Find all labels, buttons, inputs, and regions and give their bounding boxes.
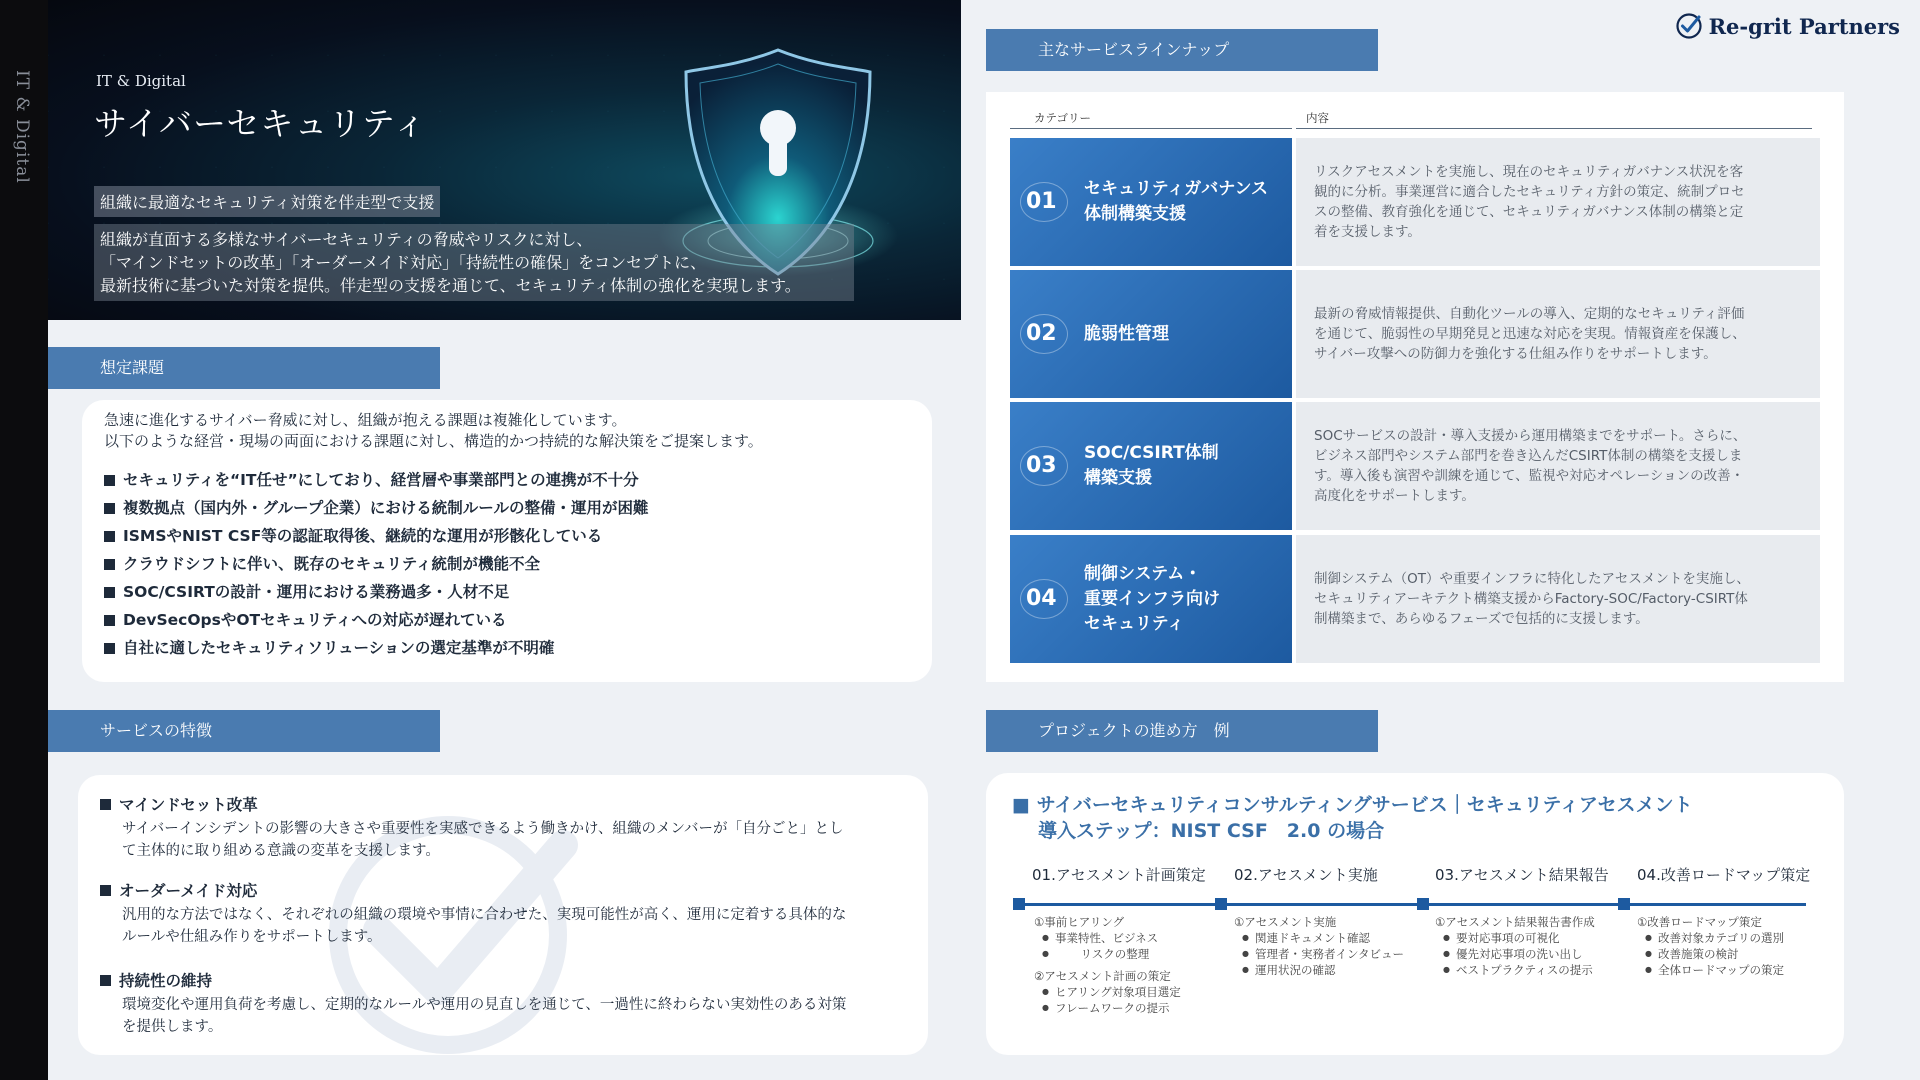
feature-item xyxy=(100,878,880,948)
project-heading: プロジェクトの進め方 例 xyxy=(986,710,1378,752)
service-number: 01 xyxy=(1026,189,1057,214)
step-detail xyxy=(1234,914,1404,978)
list-item: ● 改善対象カテゴリの選別 xyxy=(1645,930,1784,946)
service-desc-line: 最新の脅威情報提供、自動化ツールの導入、定期的なセキュリティ評価 xyxy=(1314,306,1745,322)
timeline-line xyxy=(1014,903,1806,906)
feature-body-line: サイバーインシデントの影響の大きさや重要性を実感できるよう働きかけ、組織のメンバーが「自分ごと」とし xyxy=(122,821,844,837)
service-desc-line: 制構築まで、あらゆるフェーズで包括的に支援します。 xyxy=(1314,611,1649,627)
service-name-line: 脆弱性管理 xyxy=(1084,323,1169,344)
feature-body-line: ルールや仕組み作りをサポートします。 xyxy=(122,929,382,945)
square-bullet-icon xyxy=(104,503,115,514)
list-item: ● 関連ドキュメント確認 xyxy=(1242,930,1404,946)
service-desc-line: セキュリティアーキテクト構築支援からFactory-SOC/Factory-CSIRT体 xyxy=(1314,591,1748,607)
feature-body-line: て主体的に取り組める意識の変革を支援します。 xyxy=(122,843,440,859)
service-name xyxy=(1084,402,1219,530)
page-title: サイバーセキュリティ xyxy=(94,104,428,143)
list-item: ● 要対応事項の可視化 xyxy=(1443,930,1595,946)
col-header-content xyxy=(1296,110,1812,129)
service-name-line: 体制構築支援 xyxy=(1084,204,1186,224)
service-desc-line: サイバー攻撃への防御力を強化する仕組み作りをサポートします。 xyxy=(1314,346,1717,362)
service-category xyxy=(1010,270,1292,398)
list-item: ● 優先対応事項の洗い出し xyxy=(1443,946,1595,962)
feature-item xyxy=(100,792,880,862)
feature-body-line: 環境変化や運用負荷を考慮し、定期的なルールや運用の見直しを通じて、一過性に終わらない実効性のある対策 xyxy=(122,997,847,1013)
service-name-line: 制御システム・ xyxy=(1084,563,1202,584)
list-item xyxy=(1042,946,1181,962)
service-desc-line: SOCサービスの設計・導入支援から運用構築までをサポート。さらに、 xyxy=(1314,428,1747,444)
service-desc-line: 着を支援します。 xyxy=(1314,224,1421,240)
step-detail xyxy=(1034,914,1181,1016)
list-item xyxy=(104,578,648,606)
hero-description xyxy=(94,224,854,301)
feature-body-line: を提供します。 xyxy=(122,1019,223,1035)
list-item: ● 管理者・実務者インタビュー xyxy=(1242,946,1404,962)
square-bullet-icon xyxy=(100,799,111,810)
service-row xyxy=(1010,270,1820,398)
step-label: 02.アセスメント実施 xyxy=(1234,866,1378,884)
timeline-node xyxy=(1417,898,1429,910)
issues-intro-line: 急速に進化するサイバー脅威に対し、組織が抱える課題は複雑化しています。 xyxy=(104,411,627,429)
step-label: 01.アセスメント計画策定 xyxy=(1032,866,1206,884)
issues-list xyxy=(104,466,648,662)
timeline-node xyxy=(1618,898,1630,910)
list-item xyxy=(104,634,648,662)
step-subtitle: ①アセスメント実施 xyxy=(1234,915,1337,929)
feature-title: 持続性の維持 xyxy=(119,972,213,990)
service-description xyxy=(1296,270,1820,398)
col-header-category-text: カテゴリー xyxy=(1034,111,1092,125)
hero-description-line: 組織が直面する多様なサイバーセキュリティの脅威やリスクに対し、 xyxy=(100,230,593,249)
square-bullet-icon xyxy=(104,475,115,486)
project-title-line: 導入ステップ：NIST CSF 2.0 の場合 xyxy=(1038,820,1385,842)
service-row xyxy=(1010,402,1820,530)
services-heading: 主なサービスラインナップ xyxy=(986,29,1378,71)
step-subtitle: ①事前ヒアリング xyxy=(1034,915,1125,929)
project-title xyxy=(1012,792,1693,844)
issues-intro-line: 以下のような経営・現場の両面における課題に対し、構造的かつ持続的な解決策をご提案します。 xyxy=(104,432,763,450)
service-name xyxy=(1084,270,1169,398)
hero-description-line: 最新技術に基づいた対策を提供。伴走型の支援を通じて、セキュリティ体制の強化を実現します。 xyxy=(100,276,801,295)
step-label: 03.アセスメント結果報告 xyxy=(1435,866,1609,884)
issue-text: クラウドシフトに伴い、既存のセキュリティ統制が機能不全 xyxy=(123,555,540,573)
service-desc-line: 制御システム（OT）や重要インフラに特化したアセスメントを実施し、 xyxy=(1314,571,1750,587)
step-subtitle: ①アセスメント結果報告書作成 xyxy=(1435,915,1595,929)
hero-category: IT & Digital xyxy=(96,72,186,90)
issue-text: 複数拠点（国内外・グループ企業）における統制ルールの整備・運用が困難 xyxy=(123,499,649,517)
step-subtitle: ①改善ロードマップ策定 xyxy=(1637,915,1762,929)
service-name xyxy=(1084,138,1268,266)
check-circle-icon xyxy=(1675,12,1703,40)
brand-logo xyxy=(1675,12,1900,40)
list-item: ● 事業特性、ビジネス xyxy=(1042,930,1181,946)
issue-text: DevSecOpsやOTセキュリティへの対応が遅れている xyxy=(123,611,507,629)
service-description xyxy=(1296,535,1820,663)
list-item xyxy=(104,522,648,550)
col-header-category xyxy=(1010,110,1292,129)
service-name-line: 重要インフラ向け xyxy=(1084,588,1220,609)
square-bullet-icon xyxy=(104,531,115,542)
step-detail xyxy=(1435,914,1595,978)
service-category xyxy=(1010,535,1292,663)
feature-title: マインドセット改革 xyxy=(119,796,258,814)
step-subtitle: ②アセスメント計画の策定 xyxy=(1034,969,1171,983)
issues-intro xyxy=(104,410,763,452)
col-header-content-text: 内容 xyxy=(1306,111,1329,125)
service-category xyxy=(1010,402,1292,530)
service-desc-line: スの整備、教育強化を通じて、セキュリティガバナンス体制の構築と定 xyxy=(1314,204,1744,220)
service-category xyxy=(1010,138,1292,266)
feature-item xyxy=(100,968,880,1038)
hero-description-line: 「マインドセットの改革」「オーダーメイド対応」「持続性の確保」をコンセプトに、 xyxy=(100,253,707,272)
timeline-node xyxy=(1013,898,1025,910)
timeline-node xyxy=(1215,898,1227,910)
list-item: ● ベストプラクティスの提示 xyxy=(1443,962,1595,978)
list-item: ● 全体ロードマップの策定 xyxy=(1645,962,1784,978)
brand-name: Re-grit Partners xyxy=(1708,13,1900,39)
feature-title: オーダーメイド対応 xyxy=(119,882,258,900)
service-number: 03 xyxy=(1026,453,1057,478)
service-desc-line: 高度化をサポートします。 xyxy=(1314,488,1475,504)
list-item: ● 運用状況の確認 xyxy=(1242,962,1404,978)
step-detail xyxy=(1637,914,1784,978)
project-title-line: ■ サイバーセキュリティコンサルティングサービス｜セキュリティアセスメント xyxy=(1012,794,1693,816)
service-desc-line: 観的に分析。事業運営に適合したセキュリティ方針の策定、統制プロセ xyxy=(1314,184,1745,200)
service-name-line: SOC/CSIRT体制 xyxy=(1084,443,1219,463)
step-bullet-continued: リスクの整理 xyxy=(1068,947,1150,961)
list-item: ● フレームワークの提示 xyxy=(1042,1000,1181,1016)
service-row xyxy=(1010,535,1820,663)
list-item xyxy=(104,494,648,522)
issue-text: セキュリティを“IT任せ”にしており、経営層や事業部門との連携が不十分 xyxy=(123,471,639,489)
service-desc-line: ビジネス部門やシステム部門を巻き込んだCSIRT体制の構築を支援しま xyxy=(1314,448,1743,464)
issue-text: ISMSやNIST CSF等の認証取得後、継続的な運用が形骸化している xyxy=(123,527,603,545)
service-name-line: 構築支援 xyxy=(1084,468,1152,488)
issue-text: SOC/CSIRTの設計・運用における業務過多・人材不足 xyxy=(123,583,510,601)
side-strip xyxy=(0,0,48,1080)
feature-body-line: 汎用的な方法ではなく、それぞれの組織の環境や事情に合わせた、実現可能性が高く、運用に定着する具体的な xyxy=(122,907,847,923)
service-number: 02 xyxy=(1026,321,1057,346)
list-item xyxy=(104,466,648,494)
list-item: ● ヒアリング対象項目選定 xyxy=(1042,984,1181,1000)
service-description xyxy=(1296,402,1820,530)
list-item xyxy=(104,550,648,578)
hero-banner xyxy=(48,0,961,320)
features-heading: サービスの特徴 xyxy=(48,710,440,752)
square-bullet-icon xyxy=(100,975,111,986)
square-bullet-icon xyxy=(104,643,115,654)
list-item xyxy=(104,606,648,634)
list-item: ● 改善施策の検討 xyxy=(1645,946,1784,962)
service-row xyxy=(1010,138,1820,266)
step-label: 04.改善ロードマップ策定 xyxy=(1637,866,1811,884)
square-bullet-icon xyxy=(100,885,111,896)
square-bullet-icon xyxy=(104,615,115,626)
hero-tagline: 組織に最適なセキュリティ対策を伴走型で支援 xyxy=(94,186,440,217)
service-name xyxy=(1084,535,1220,663)
service-name-line: セキュリティ xyxy=(1084,613,1185,634)
service-desc-line: す。導入後も演習や訓練を通じて、監視や対応オペレーションの改善・ xyxy=(1314,468,1745,484)
side-label: IT & Digital xyxy=(12,70,32,184)
service-desc-line: リスクアセスメントを実施し、現在のセキュリティガバナンス状況を客 xyxy=(1314,164,1744,180)
issues-heading: 想定課題 xyxy=(48,347,440,389)
service-number: 04 xyxy=(1026,586,1057,611)
service-desc-line: を通じて、脆弱性の早期発見と迅速な対応を実現。情報資産を保護し、 xyxy=(1314,326,1746,342)
service-name-line: セキュリティガバナンス xyxy=(1084,179,1268,199)
square-bullet-icon xyxy=(104,559,115,570)
square-bullet-icon xyxy=(104,587,115,598)
service-description xyxy=(1296,138,1820,266)
issue-text: 自社に適したセキュリティソリューションの選定基準が不明確 xyxy=(123,639,555,657)
